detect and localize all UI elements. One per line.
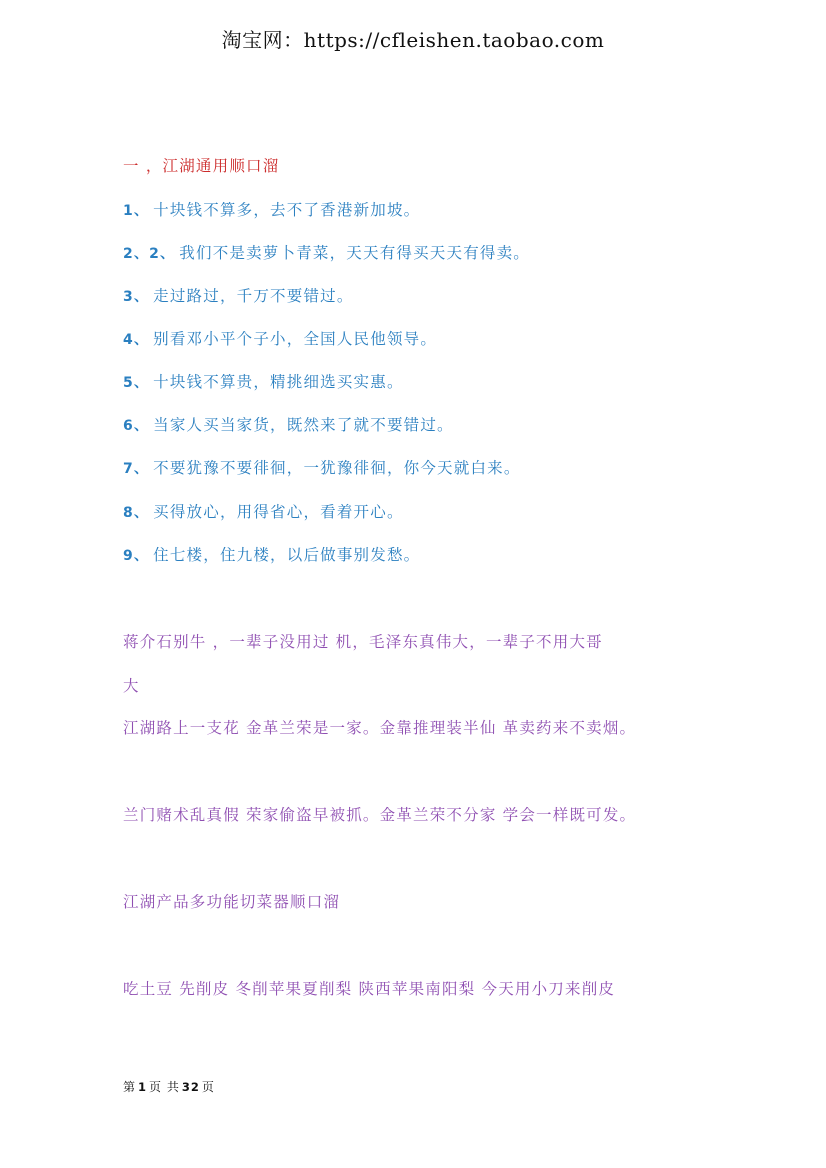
item-number: 9、 [123, 548, 150, 564]
list-item [123, 370, 404, 392]
footer-prefix: 第 [123, 1080, 137, 1094]
item-text: 我们不是卖萝卜青菜，天天有得买天天有得卖。 [179, 244, 530, 262]
page-header: 淘宝网：https://cfleishen.taobao.com [221, 28, 605, 52]
item-text: 住七楼，住九楼，以后做事别发愁。 [153, 546, 421, 564]
item-number: 2、2、 [123, 246, 176, 262]
item-text: 十块钱不算多，去不了香港新加坡。 [153, 201, 421, 219]
item-text: 别看邓小平个子小，全国人民他领导。 [153, 330, 438, 348]
list-item [123, 456, 521, 478]
item-number: 5、 [123, 375, 150, 391]
section-title: 一 ，江湖通用顺口溜 [123, 157, 280, 175]
footer-middle: 页 共 [149, 1080, 180, 1094]
item-number: 1、 [123, 203, 150, 219]
list-item [123, 413, 454, 435]
footer-page-number: 1 [138, 1080, 148, 1094]
list-item [123, 198, 420, 220]
item-number: 4、 [123, 332, 150, 348]
item-text: 买得放心，用得省心，看着开心。 [153, 503, 404, 521]
paragraph: 兰门赌术乱真假 荣家偷盗早被抓。金革兰荣不分家 学会一样既可发。 [123, 806, 637, 824]
item-text: 不要犹豫不要徘徊，一犹豫徘徊，你今天就白来。 [153, 459, 521, 477]
list-item [123, 284, 354, 306]
paragraph: 蒋介石别牛 ，一辈子没用过 机，毛泽东真伟大，一辈子不用大哥 [123, 633, 603, 651]
item-number: 7、 [123, 461, 150, 477]
item-number: 8、 [123, 505, 150, 521]
list-item [123, 327, 437, 349]
list-item [123, 500, 404, 522]
item-text: 当家人买当家货，既然来了就不要错过。 [153, 416, 454, 434]
footer-suffix: 页 [201, 1080, 215, 1094]
item-text: 十块钱不算贵，精挑细选买实惠。 [153, 373, 404, 391]
list-item [123, 543, 420, 565]
paragraph: 大 [123, 677, 140, 695]
page-footer [123, 1078, 215, 1095]
paragraph: 吃土豆 先削皮 冬削苹果夏削梨 陕西苹果南阳梨 今天用小刀来削皮 [123, 980, 616, 998]
paragraph: 江湖路上一支花 金革兰荣是一家。金靠推理装半仙 革卖药来不卖烟。 [123, 719, 637, 737]
item-number: 3、 [123, 289, 150, 305]
item-text: 走过路过，千万不要错过。 [153, 287, 354, 305]
item-number: 6、 [123, 418, 150, 434]
footer-total-pages: 32 [181, 1080, 200, 1094]
list-item [123, 241, 530, 263]
paragraph: 江湖产品多功能切菜器顺口溜 [123, 893, 341, 911]
